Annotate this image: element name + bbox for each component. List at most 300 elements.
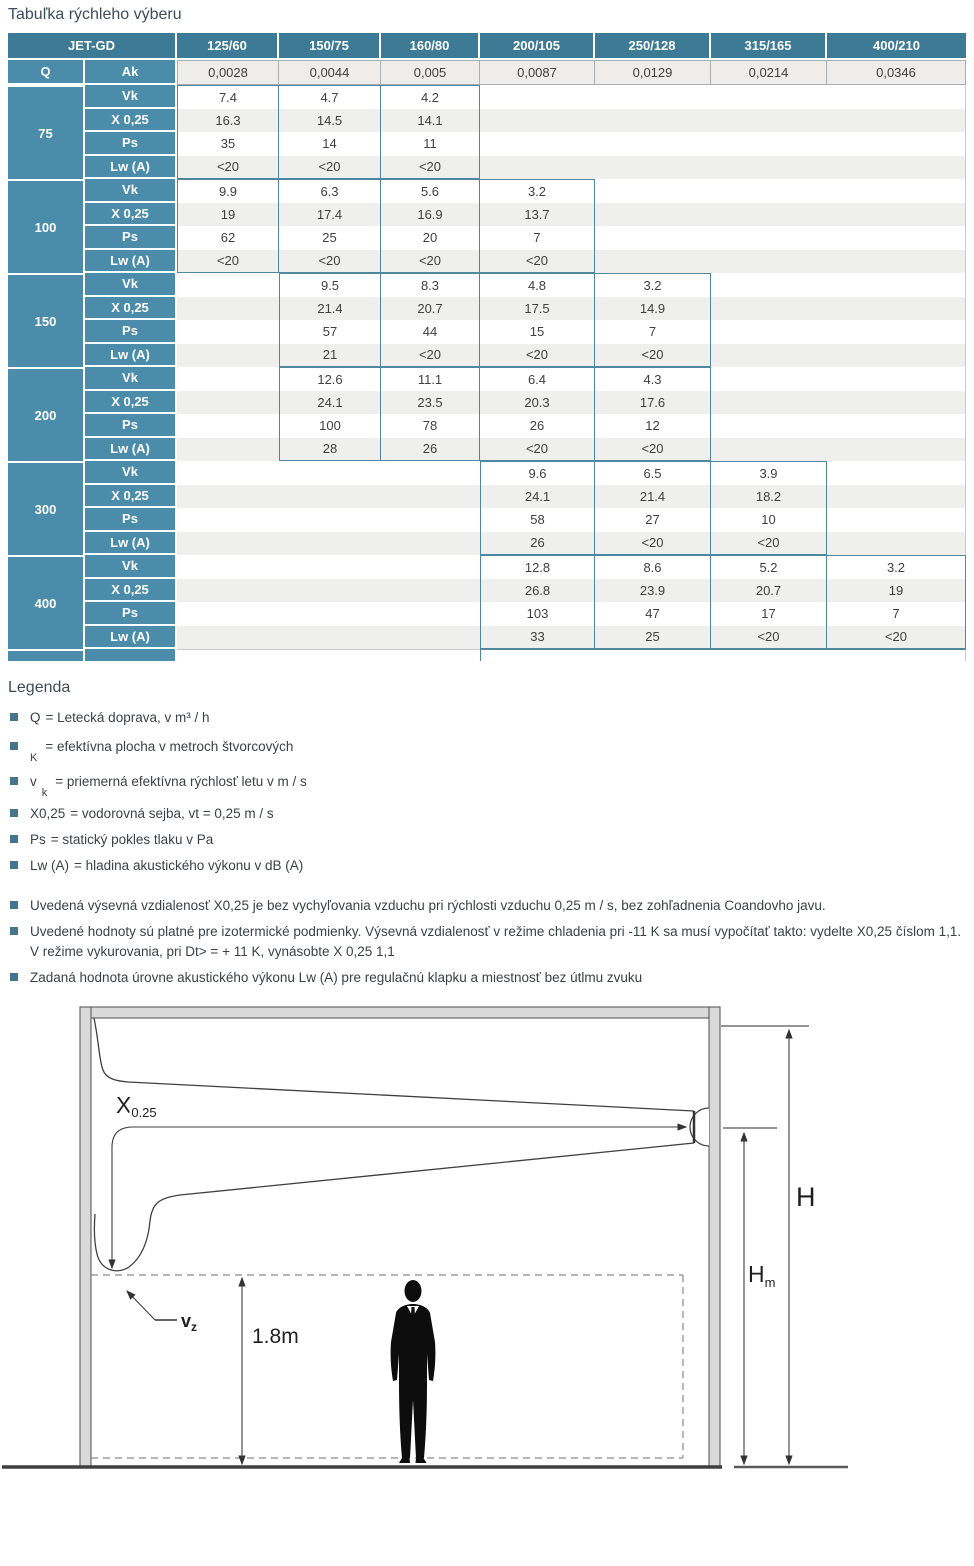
value-cell: [381, 532, 480, 556]
value-cell: 7: [595, 320, 711, 344]
legend-item-text: Lw (A) = hladina akustického výkonu v dB (A): [30, 858, 304, 873]
value-cell: 78: [381, 414, 480, 438]
value-cell: 58: [480, 508, 595, 532]
legend-item: [10, 769, 974, 799]
value-cell: [595, 226, 711, 250]
value-cell: [381, 508, 480, 532]
value-cell: [595, 109, 711, 133]
jet-upper-line: [94, 1018, 694, 1111]
value-cell: [711, 391, 827, 415]
value-cell: 4.2: [381, 85, 480, 109]
value-cell: [381, 579, 480, 603]
row-label-cell: Vk: [85, 367, 177, 391]
value-cell: 13.7: [480, 203, 595, 227]
value-cell: 17.5: [480, 297, 595, 321]
clipped-next-group-row: [8, 649, 966, 661]
value-cell: 26: [480, 532, 595, 556]
value-cell: 33: [480, 626, 595, 650]
bullet-square-icon: [10, 809, 18, 817]
value-cell: [279, 626, 381, 650]
value-cell: [595, 203, 711, 227]
value-cell: [177, 532, 279, 556]
value-cell: 9.5: [279, 273, 381, 297]
q-value-cell: 200: [8, 367, 85, 461]
value-cell: [711, 414, 827, 438]
size-column-header: 160/80: [381, 33, 480, 60]
datasheet-page: [0, 6, 974, 1486]
legend-item: [10, 804, 974, 823]
row-label-cell: Vk: [85, 85, 177, 109]
ak-value-cell: 0,0028: [177, 60, 279, 85]
value-cell: 20: [381, 226, 480, 250]
bullet-square-icon: [10, 713, 18, 721]
value-cell: 14.9: [595, 297, 711, 321]
value-cell: 8.3: [381, 273, 480, 297]
value-cell: [827, 85, 966, 109]
data-row: [8, 414, 966, 438]
legend-symbol: X0,25: [30, 806, 66, 821]
value-cell: 11.1: [381, 367, 480, 391]
value-cell: 24.1: [480, 485, 595, 509]
data-row: [8, 179, 966, 203]
value-cell: 6.5: [595, 461, 711, 485]
value-cell: 44: [381, 320, 480, 344]
value-cell: [381, 555, 480, 579]
value-cell: [595, 649, 711, 661]
value-cell: [279, 532, 381, 556]
value-cell: [480, 132, 595, 156]
value-cell: [827, 649, 966, 661]
bullet-square-icon: [10, 861, 18, 869]
throw-distance-label: $X_{0.25}$: [116, 1092, 157, 1120]
data-row: [8, 250, 966, 274]
legend-symbol: Lw (A): [30, 858, 70, 873]
value-cell: 4.3: [595, 367, 711, 391]
value-cell: [827, 297, 966, 321]
bullet-square-icon: [10, 742, 18, 750]
data-row: [8, 602, 966, 626]
value-cell: [595, 179, 711, 203]
legend-item-text: $v_k=$ priemerná efektívna rýchlosť letu v m / s: [30, 774, 307, 799]
note-text: Uvedené hodnoty sú platné pre izotermické podmienky. Výsevná vzdialenosť v režime chladenia pri -11 K sa musí vypočítať takto: vydelte X0,25 číslom 1,1. V režime vykurovania, pri Dt> = + 11 K, vynásobte X 0,25 1,1: [30, 924, 962, 959]
value-cell: [177, 344, 279, 368]
value-cell: 26: [480, 414, 595, 438]
data-row: [8, 461, 966, 485]
value-cell: 6.3: [279, 179, 381, 203]
legend-item-text: Ps = statický pokles tlaku v Pa: [30, 832, 214, 847]
row-label-cell: Lw (A): [85, 438, 177, 462]
value-cell: [177, 485, 279, 509]
ak-value-cell: 0,005: [381, 60, 480, 85]
legend-item: [10, 708, 974, 727]
value-cell: 12: [595, 414, 711, 438]
q-value-cell: [8, 649, 85, 661]
value-cell: [711, 132, 827, 156]
value-cell: 23.5: [381, 391, 480, 415]
value-cell: [827, 250, 966, 274]
value-cell: 21: [279, 344, 381, 368]
size-column-header: 125/60: [177, 33, 279, 60]
value-cell: <20: [595, 344, 711, 368]
row-label-cell: X 0,25: [85, 579, 177, 603]
value-cell: [711, 649, 827, 661]
jet-lower-line: [94, 1143, 694, 1271]
value-cell: [177, 649, 279, 661]
value-cell: 5.6: [381, 179, 480, 203]
legend-symbol-subscript: K: [30, 751, 38, 764]
value-cell: [177, 367, 279, 391]
legend-item: [10, 734, 974, 764]
row-label-cell: Vk: [85, 461, 177, 485]
row-label-cell: X 0,25: [85, 203, 177, 227]
row-label-cell: Ps: [85, 132, 177, 156]
value-cell: 17.4: [279, 203, 381, 227]
value-cell: [827, 226, 966, 250]
legend-title: Legenda: [8, 679, 71, 696]
value-cell: [827, 532, 966, 556]
legend-item-text: X0,25 = vodorovná sejba, vt = 0,25 m / s: [30, 806, 274, 821]
value-cell: 26: [381, 438, 480, 462]
value-cell: [711, 320, 827, 344]
value-cell: 18.2: [711, 485, 827, 509]
data-row: [8, 579, 966, 603]
person-figure: [391, 1280, 436, 1463]
table-head: [8, 33, 966, 85]
row-label-cell: [85, 649, 177, 661]
legend-symbol: Q: [30, 710, 41, 725]
value-cell: [279, 649, 381, 661]
value-cell: <20: [711, 626, 827, 650]
data-row: [8, 203, 966, 227]
value-cell: [381, 485, 480, 509]
value-cell: [827, 485, 966, 509]
legend-symbol-subscript: k: [41, 786, 48, 799]
value-cell: [480, 156, 595, 180]
value-cell: 14: [279, 132, 381, 156]
row-label-cell: Ps: [85, 320, 177, 344]
row-label-cell: Lw (A): [85, 156, 177, 180]
value-cell: <20: [480, 344, 595, 368]
q-column-header: Q: [8, 60, 85, 85]
value-cell: 7: [480, 226, 595, 250]
value-cell: 14.1: [381, 109, 480, 133]
data-row: [8, 85, 966, 109]
q-value-cell: 300: [8, 461, 85, 555]
page-title: Tabuľka rýchleho výberu: [8, 6, 182, 23]
size-column-header: 400/210: [827, 33, 966, 60]
data-row: [8, 485, 966, 509]
data-row: [8, 273, 966, 297]
data-row: [8, 344, 966, 368]
model-header-row: [8, 33, 966, 60]
ak-row: [8, 60, 966, 85]
value-cell: [827, 461, 966, 485]
value-cell: 11: [381, 132, 480, 156]
value-cell: 20.3: [480, 391, 595, 415]
row-label-cell: X 0,25: [85, 391, 177, 415]
model-name-header: JET-GD: [8, 33, 177, 60]
row-label-cell: Ps: [85, 226, 177, 250]
legend-symbol: v: [30, 774, 37, 789]
value-cell: <20: [827, 626, 966, 650]
q-value-cell: 75: [8, 85, 85, 179]
room-height-label: H: [796, 1182, 816, 1212]
size-column-header: 150/75: [279, 33, 381, 60]
value-cell: <20: [177, 156, 279, 180]
value-cell: [827, 344, 966, 368]
value-cell: <20: [381, 156, 480, 180]
size-column-header: 250/128: [595, 33, 711, 60]
note-text: Uvedená výsevná vzdialenosť X0,25 je bez vychyľovania vzduchu pri rýchlosti vzduchu 0,25 m / s, bez zohľadnenia Coandovho javu.: [30, 898, 826, 913]
value-cell: 19: [177, 203, 279, 227]
value-cell: 14.5: [279, 109, 381, 133]
note-item: [10, 922, 966, 962]
value-cell: [711, 438, 827, 462]
value-cell: [177, 297, 279, 321]
value-cell: 16.3: [177, 109, 279, 133]
table-body: [8, 85, 966, 661]
value-cell: 5.2: [711, 555, 827, 579]
value-cell: [381, 461, 480, 485]
row-label-cell: X 0,25: [85, 297, 177, 321]
value-cell: 27: [595, 508, 711, 532]
value-cell: [827, 414, 966, 438]
diffuser: [690, 1108, 709, 1146]
person-height-label: 1.8m: [252, 1325, 299, 1348]
notes-list: [0, 896, 974, 988]
data-row: [8, 626, 966, 650]
value-cell: [177, 391, 279, 415]
room-airflow-diagram: [0, 998, 974, 1486]
legend-list: [0, 708, 974, 875]
legend-symbol: Ps: [30, 832, 46, 847]
value-cell: [711, 226, 827, 250]
value-cell: [177, 555, 279, 579]
value-cell: [711, 250, 827, 274]
value-cell: 19: [827, 579, 966, 603]
value-cell: [381, 649, 480, 661]
value-cell: 20.7: [381, 297, 480, 321]
row-label-cell: Lw (A): [85, 250, 177, 274]
value-cell: 15: [480, 320, 595, 344]
row-label-cell: Ps: [85, 508, 177, 532]
value-cell: [711, 179, 827, 203]
data-row: [8, 109, 966, 133]
note-text: Zadaná hodnota úrovne akustického výkonu Lw (A) pre regulačnú klapku a miestnosť bez útlmu zvuku: [30, 970, 643, 985]
ak-row-header: Ak: [85, 60, 177, 85]
value-cell: [827, 367, 966, 391]
bullet-square-icon: [10, 901, 18, 909]
value-cell: <20: [480, 438, 595, 462]
value-cell: 17.6: [595, 391, 711, 415]
value-cell: <20: [177, 250, 279, 274]
mounting-height-label: $H_m$: [748, 1261, 776, 1290]
row-label-cell: Lw (A): [85, 626, 177, 650]
value-cell: 21.4: [595, 485, 711, 509]
note-item: [10, 968, 966, 988]
value-cell: [595, 156, 711, 180]
value-cell: [711, 344, 827, 368]
value-cell: [480, 649, 595, 661]
value-cell: [480, 109, 595, 133]
value-cell: [177, 602, 279, 626]
value-cell: [381, 626, 480, 650]
value-cell: 7.4: [177, 85, 279, 109]
value-cell: [279, 508, 381, 532]
value-cell: [711, 203, 827, 227]
value-cell: [177, 438, 279, 462]
value-cell: [177, 414, 279, 438]
value-cell: 10: [711, 508, 827, 532]
value-cell: 6.4: [480, 367, 595, 391]
value-cell: [827, 156, 966, 180]
note-item: [10, 896, 966, 916]
value-cell: [279, 461, 381, 485]
value-cell: [827, 438, 966, 462]
value-cell: 17: [711, 602, 827, 626]
value-cell: 20.7: [711, 579, 827, 603]
value-cell: 100: [279, 414, 381, 438]
value-cell: 3.2: [827, 555, 966, 579]
value-cell: 103: [480, 602, 595, 626]
value-cell: <20: [279, 156, 381, 180]
induction-velocity-pointer: [127, 1291, 177, 1320]
value-cell: 4.8: [480, 273, 595, 297]
q-value-cell: 100: [8, 179, 85, 273]
value-cell: [279, 485, 381, 509]
value-cell: <20: [711, 532, 827, 556]
value-cell: [595, 85, 711, 109]
value-cell: [279, 555, 381, 579]
value-cell: [381, 602, 480, 626]
value-cell: [177, 579, 279, 603]
row-label-cell: X 0,25: [85, 109, 177, 133]
bullet-square-icon: [10, 777, 18, 785]
value-cell: [595, 250, 711, 274]
q-value-cell: 400: [8, 555, 85, 649]
value-cell: <20: [381, 250, 480, 274]
ak-value-cell: 0,0129: [595, 60, 711, 85]
ak-value-cell: 0,0044: [279, 60, 381, 85]
row-label-cell: Lw (A): [85, 344, 177, 368]
value-cell: [480, 85, 595, 109]
ak-value-cell: 0,0214: [711, 60, 827, 85]
value-cell: [711, 109, 827, 133]
data-row: [8, 320, 966, 344]
value-cell: 25: [595, 626, 711, 650]
value-cell: [711, 367, 827, 391]
value-cell: 47: [595, 602, 711, 626]
row-label-cell: X 0,25: [85, 485, 177, 509]
data-row: [8, 532, 966, 556]
data-row: [8, 226, 966, 250]
data-row: [8, 438, 966, 462]
legend-item-text: Q = Letecká doprava, v m³ / h: [30, 710, 210, 725]
value-cell: 35: [177, 132, 279, 156]
value-cell: [827, 320, 966, 344]
value-cell: 23.9: [595, 579, 711, 603]
value-cell: <20: [595, 438, 711, 462]
value-cell: [279, 602, 381, 626]
value-cell: 12.8: [480, 555, 595, 579]
value-cell: [827, 391, 966, 415]
value-cell: [595, 132, 711, 156]
quick-selection-table: [8, 33, 966, 661]
q-value-cell: 150: [8, 273, 85, 367]
ak-value-cell: 0,0087: [480, 60, 595, 85]
value-cell: 24.1: [279, 391, 381, 415]
value-cell: 3.2: [480, 179, 595, 203]
value-cell: 62: [177, 226, 279, 250]
value-cell: [827, 179, 966, 203]
value-cell: [827, 203, 966, 227]
bullet-square-icon: [10, 927, 18, 935]
value-cell: [177, 626, 279, 650]
bullet-square-icon: [10, 973, 18, 981]
legend-item: [10, 856, 974, 875]
occupied-zone-dashed-line: [91, 1275, 683, 1458]
value-cell: [177, 508, 279, 532]
value-cell: <20: [595, 532, 711, 556]
value-cell: 4.7: [279, 85, 381, 109]
value-cell: [711, 156, 827, 180]
value-cell: [827, 508, 966, 532]
row-label-cell: Vk: [85, 555, 177, 579]
row-label-cell: Lw (A): [85, 532, 177, 556]
row-label-cell: Vk: [85, 179, 177, 203]
data-row: [8, 156, 966, 180]
value-cell: [711, 273, 827, 297]
data-row: [8, 297, 966, 321]
data-row: [8, 508, 966, 532]
row-label-cell: Ps: [85, 414, 177, 438]
value-cell: 57: [279, 320, 381, 344]
value-cell: 16.9: [381, 203, 480, 227]
value-cell: 28: [279, 438, 381, 462]
value-cell: 8.6: [595, 555, 711, 579]
value-cell: 9.9: [177, 179, 279, 203]
value-cell: [177, 320, 279, 344]
value-cell: 12.6: [279, 367, 381, 391]
value-cell: [177, 461, 279, 485]
data-row: [8, 132, 966, 156]
value-cell: [177, 273, 279, 297]
row-label-cell: Vk: [85, 273, 177, 297]
value-cell: [711, 85, 827, 109]
value-cell: [711, 297, 827, 321]
data-row: [8, 391, 966, 415]
ak-value-cell: 0,0346: [827, 60, 966, 85]
legend-item-text: $_K$= efektívna plocha v metroch štvorcových: [30, 739, 294, 764]
value-cell: <20: [480, 250, 595, 274]
row-label-cell: Ps: [85, 602, 177, 626]
value-cell: <20: [381, 344, 480, 368]
size-column-header: 315/165: [711, 33, 827, 60]
value-cell: [827, 273, 966, 297]
value-cell: 21.4: [279, 297, 381, 321]
jet-centerline-arrow: [112, 1127, 686, 1268]
value-cell: 9.6: [480, 461, 595, 485]
value-cell: [827, 109, 966, 133]
bullet-square-icon: [10, 835, 18, 843]
value-cell: 7: [827, 602, 966, 626]
value-cell: <20: [279, 250, 381, 274]
value-cell: 3.2: [595, 273, 711, 297]
legend-item: [10, 830, 974, 849]
value-cell: 26.8: [480, 579, 595, 603]
induction-velocity-label: $v_z$: [181, 1311, 198, 1334]
value-cell: 3.9: [711, 461, 827, 485]
